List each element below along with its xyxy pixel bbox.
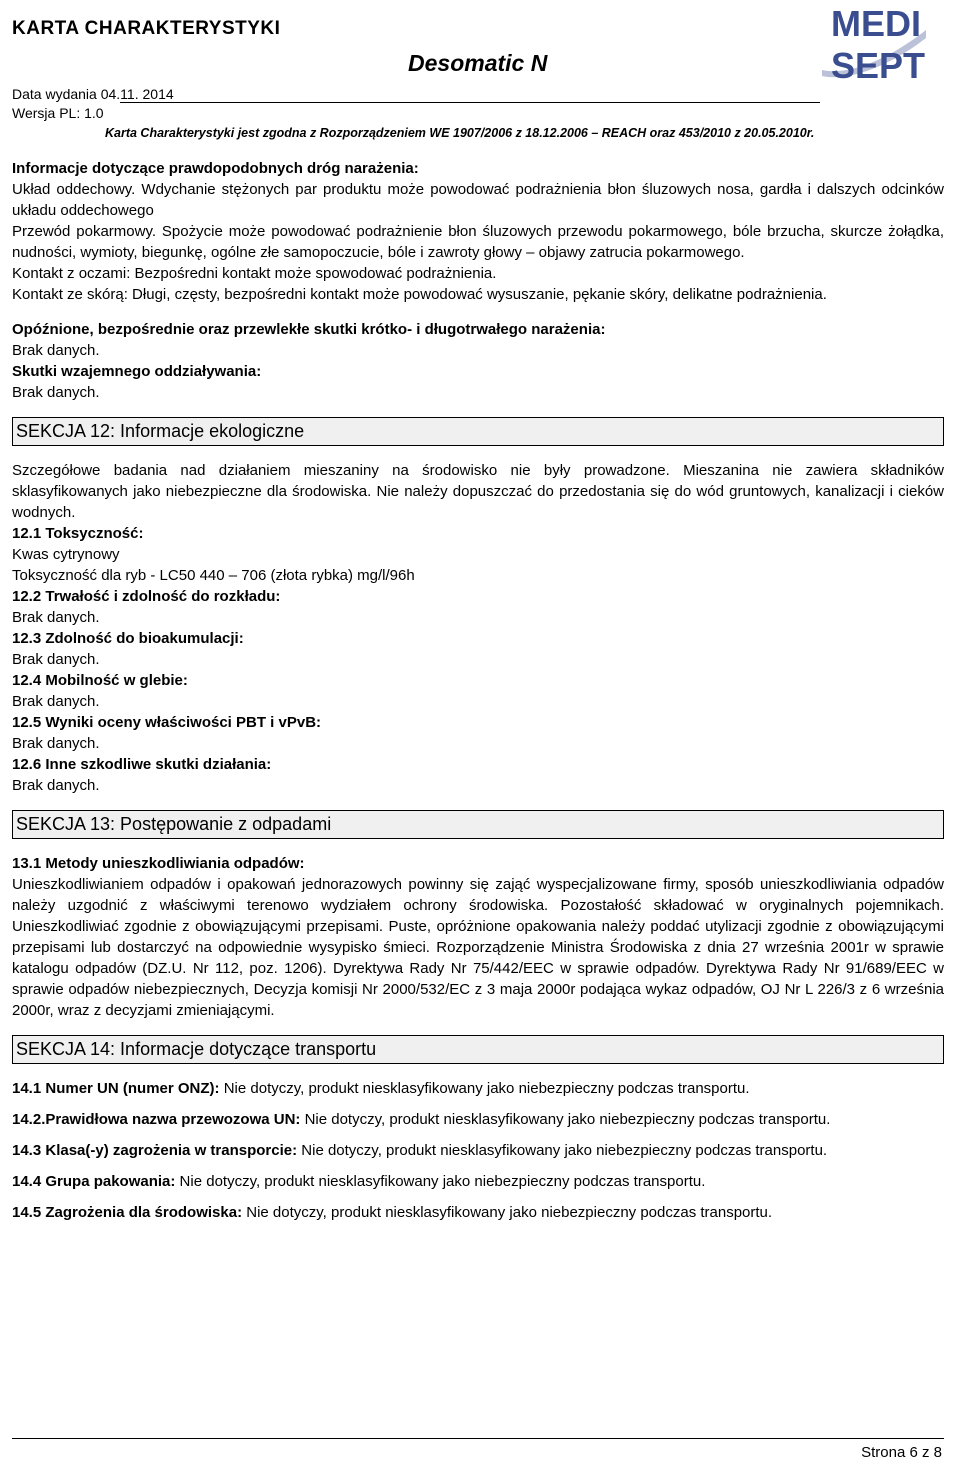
transport-item-text: Nie dotyczy, produkt niesklasyfikowany jako niebezpieczny podczas transportu. — [300, 1111, 831, 1128]
routes-heading: Informacje dotyczące prawdopodobnych dróg narażenia: — [12, 160, 419, 177]
section-13-title: SEKCJA 13: Postępowanie z odpadami — [16, 814, 332, 834]
other-effects-heading: 12.6 Inne szkodliwe skutki działania: — [12, 756, 272, 773]
product-name: Desomatic N — [408, 50, 548, 76]
transport-item-text: Nie dotyczy, produkt niesklasyfikowany jako niebezpieczny podczas transportu. — [219, 1080, 750, 1097]
transport-item-text: Nie dotyczy, produkt niesklasyfikowany jako niebezpieczny podczas transportu. — [175, 1173, 706, 1190]
inhalation-text: Układ oddechowy. Wdychanie stężonych par produktu może powodować podrażnienia błon śluzowych nosa, gardła i dalszych odcinków układu oddechowego — [12, 181, 944, 219]
section-12-intro: Szczegółowe badania nad działaniem mieszaniny na środowisko nie były prowadzone. Mieszanina nie zawiera składników sklasyfikowanych jako niebezpieczne dla środowiska. Nie należy dopuszczać do przedostania się do wód gruntowych, kanalizacji i cieków wodnych. — [12, 462, 944, 521]
transport-item-label: 14.3 Klasa(-y) zagrożenia w transporcie: — [12, 1142, 298, 1159]
pbt-value: Brak danych. — [12, 735, 100, 752]
compliance-note: Karta Charakterystyki jest zgodna z Rozporządzeniem WE 1907/2006 z 18.12.2006 – REACH oraz 453/2010 z 20.05.2010r. — [105, 126, 815, 140]
transport-item — [12, 1109, 944, 1130]
document-title: KARTA CHARAKTERYSTYKI — [12, 18, 281, 39]
toxicity-substance: Kwas cytrynowy — [12, 546, 120, 563]
page-content — [12, 158, 944, 1223]
toxicity-heading: 12.1 Toksyczność: — [12, 525, 144, 542]
footer-divider — [12, 1438, 944, 1439]
pbt-heading: 12.5 Wyniki oceny właściwości PBT i vPvB: — [12, 714, 322, 731]
ingestion-text: Przewód pokarmowy. Spożycie może powodować podrażnienie błon śluzowych przewodu pokarmowego, bóle brzucha, skurcze żołądka, nudności, wymioty, biegunkę, ogólne złe samopoczucie, bóle i zawroty głowy – objawy zatrucia pokarmowego. — [12, 223, 944, 261]
transport-item-label: 14.1 Numer UN (numer ONZ): — [12, 1080, 220, 1097]
transport-item — [12, 1171, 944, 1192]
interaction-value: Brak danych. — [12, 384, 100, 401]
logo-text-top: MEDI — [831, 3, 921, 44]
transport-item-label: 14.2.Prawidłowa nazwa przewozowa UN: — [12, 1111, 301, 1128]
eye-contact-text: Kontakt z oczami: Bezpośredni kontakt może spowodować podrażnienia. — [12, 265, 497, 282]
section-14-title: SEKCJA 14: Informacje dotyczące transportu — [16, 1039, 377, 1059]
section-12-header — [12, 417, 944, 446]
logo-text-bottom: SEPT — [830, 45, 926, 86]
transport-item-label: 14.5 Zagrożenia dla środowiska: — [12, 1204, 243, 1221]
waste-methods-text: Unieszkodliwianiem odpadów i opakowań jednorazowych powinny się zająć wyspecjalizowane firmy, sposób unieszkodliwiania odpadów należy uzgodnić z właściwymi terenowo wydziałem ochrony środowiska. Pozostałość składować w oryginalnych pojemnikach. Unieszkodliwiać zgodnie z obowiązującymi przepisami. Puste, opróżnione opakowania należy poddać utylizacji zgodnie z obowiązującymi przepisami lub dostarczyć na odpowiednie wysypisko śmieci. Rozporządzenie Ministra Środowiska z dnia 27 września 2001r w sprawie katalogu odpadów (DZ.U. Nr 112, poz. 1206). Dyrektywa Rady Nr 75/442/EEC w sprawie odpadów. Dyrektywa Rady Nr 91/689/EEC w sprawie odpadów niebezpiecznych, Decyzja komisji Nr 2000/532/EC z 3 maja 2000r podająca wykaz odpadów, OJ Nr L 226/3 z 6 września 2000r, wraz z decyzjami zmieniającymi. — [12, 876, 944, 1019]
transport-item-label: 14.4 Grupa pakowania: — [12, 1173, 176, 1190]
delayed-effects-heading: Opóźnione, bezpośrednie oraz przewlekłe skutki krótko- i długotrwałego narażenia: — [12, 321, 606, 338]
transport-item — [12, 1078, 944, 1099]
section-12-title: SEKCJA 12: Informacje ekologiczne — [16, 421, 305, 441]
page-header — [0, 0, 960, 145]
mobility-value: Brak danych. — [12, 693, 100, 710]
persistence-heading: 12.2 Trwałość i zdolność do rozkładu: — [12, 588, 281, 605]
waste-methods-heading: 13.1 Metody unieszkodliwiania odpadów: — [12, 855, 305, 872]
bioaccumulation-value: Brak danych. — [12, 651, 100, 668]
delayed-effects-value: Brak danych. — [12, 342, 100, 359]
transport-item-text: Nie dotyczy, produkt niesklasyfikowany jako niebezpieczny podczas transportu. — [297, 1142, 828, 1159]
interaction-heading: Skutki wzajemnego oddziaływania: — [12, 363, 262, 380]
header-divider — [120, 102, 820, 103]
medisept-logo — [818, 0, 930, 86]
persistence-value: Brak danych. — [12, 609, 100, 626]
other-effects-value: Brak danych. — [12, 777, 100, 794]
bioaccumulation-heading: 12.3 Zdolność do bioakumulacji: — [12, 630, 244, 647]
section-14-header — [12, 1035, 944, 1064]
issue-date: Data wydania 04.11. 2014 — [12, 86, 174, 102]
version: Wersja PL: 1.0 — [12, 105, 104, 121]
toxicity-value: Toksyczność dla ryb - LC50 440 – 706 (złota rybka) mg/l/96h — [12, 567, 415, 584]
transport-item — [12, 1202, 944, 1223]
page-number: Strona 6 z 8 — [861, 1444, 942, 1461]
section-13-header — [12, 810, 944, 839]
mobility-heading: 12.4 Mobilność w glebie: — [12, 672, 188, 689]
transport-item-text: Nie dotyczy, produkt niesklasyfikowany jako niebezpieczny podczas transportu. — [242, 1204, 773, 1221]
skin-contact-text: Kontakt ze skórą: Długi, częsty, bezpośredni kontakt może powodować wysuszanie, pękanie skóry, delikatne podrażnienia. — [12, 286, 827, 303]
transport-item — [12, 1140, 944, 1161]
